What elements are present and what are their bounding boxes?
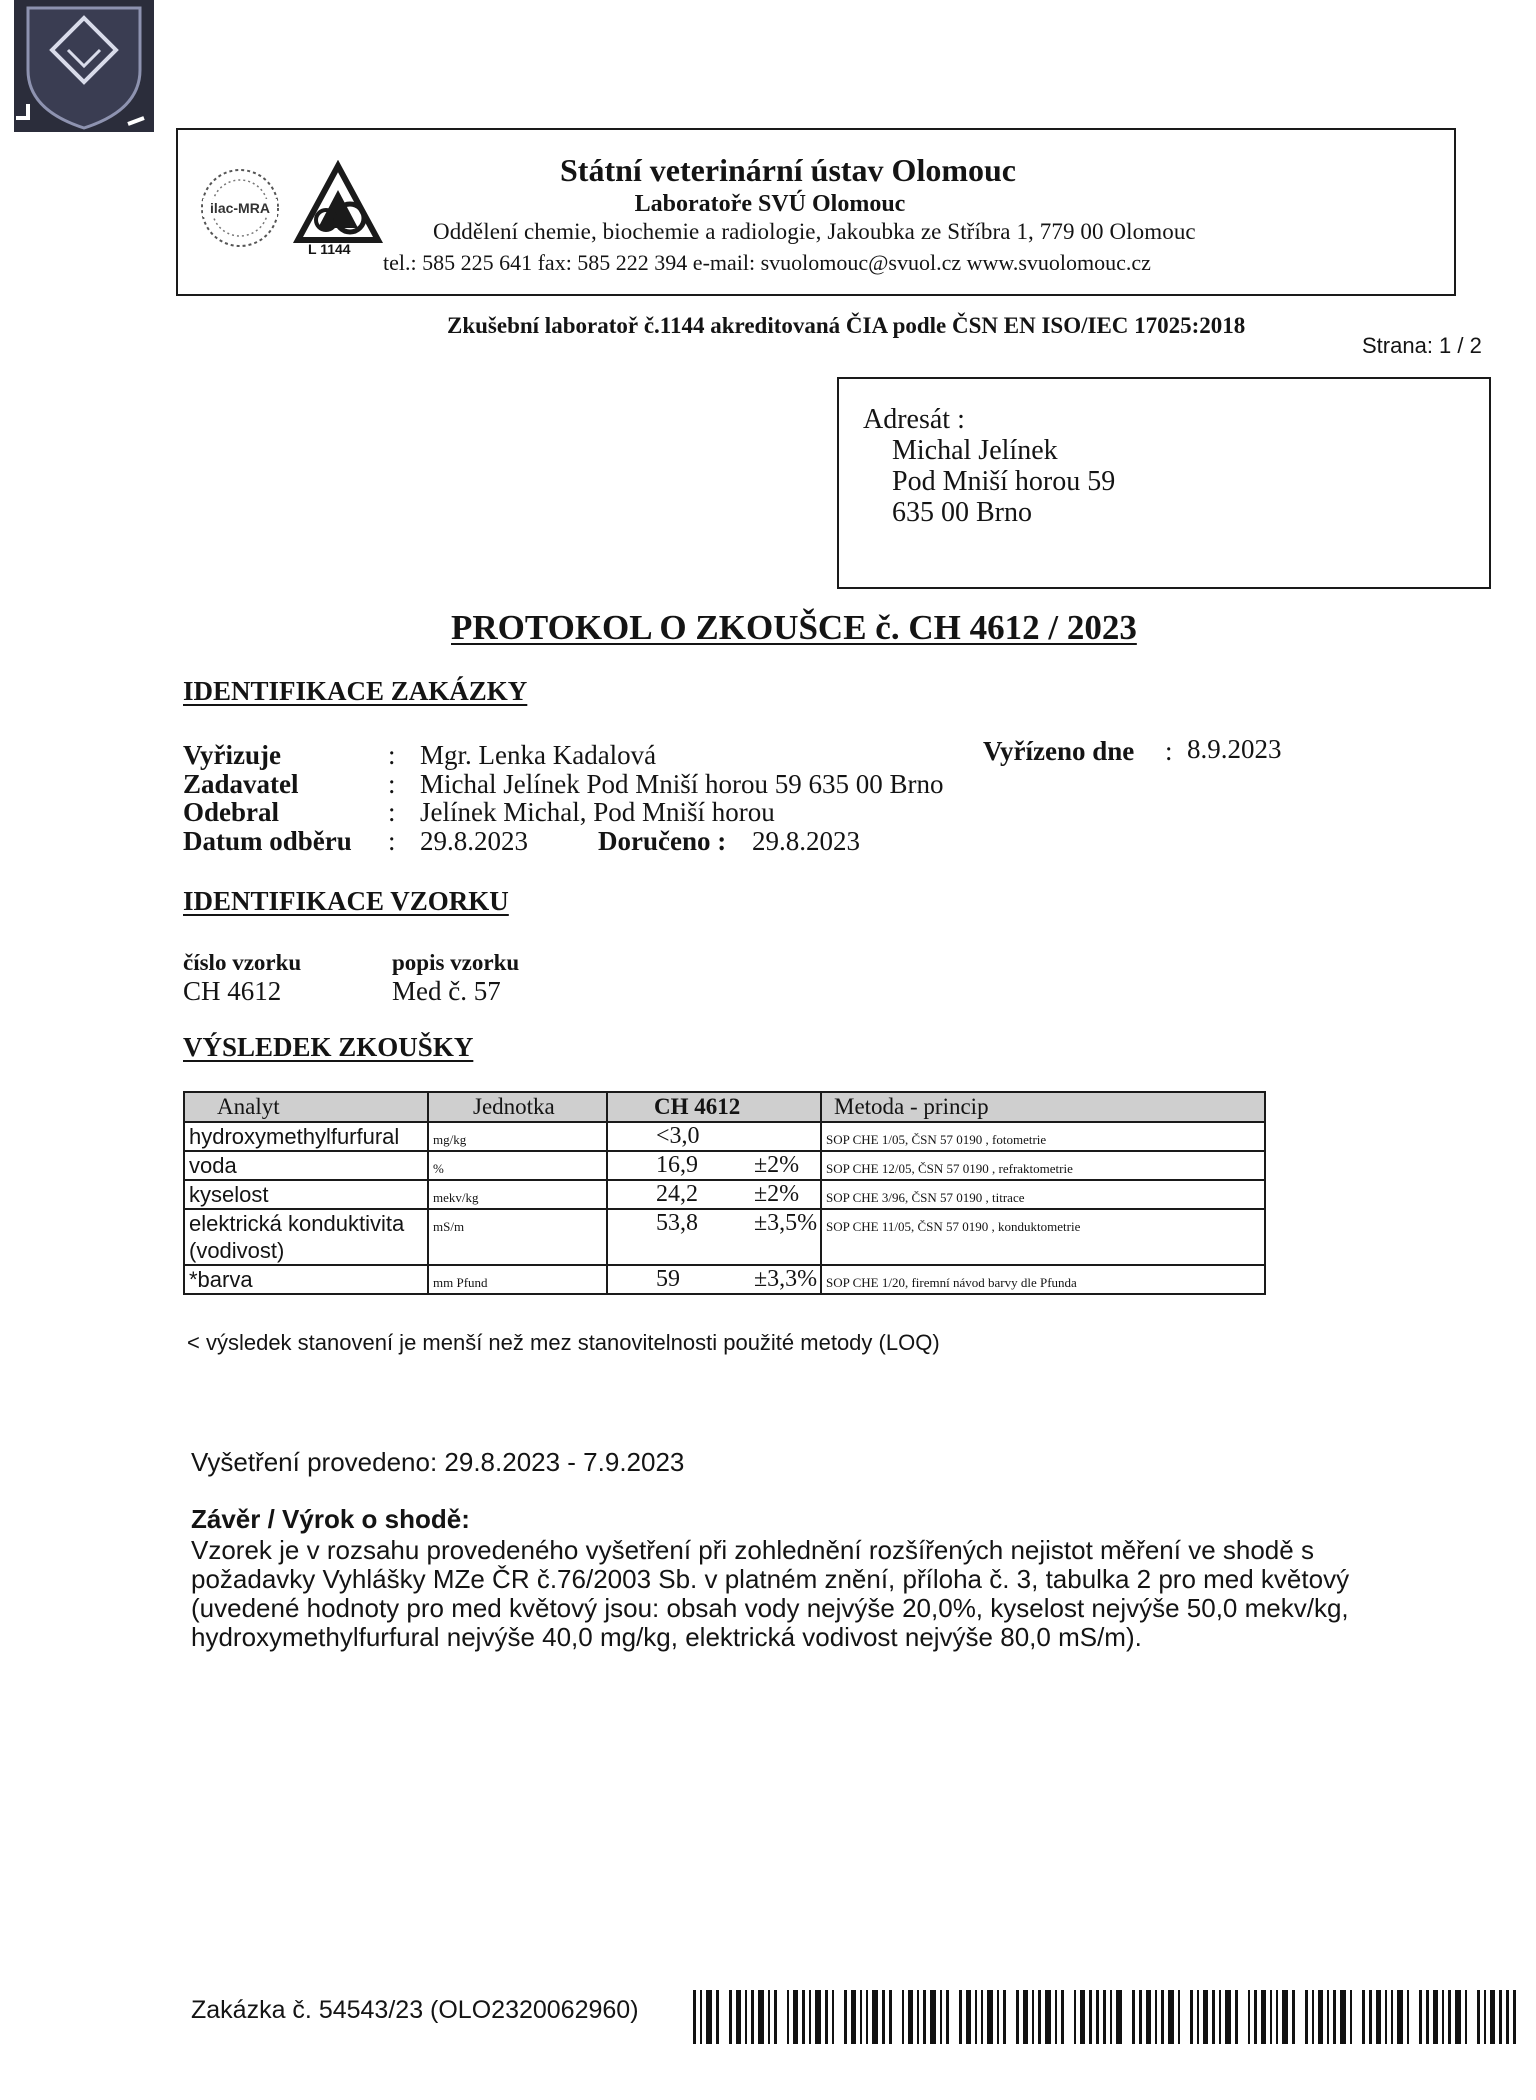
order-identification-title: IDENTIFIKACE ZAKÁZKY [183,676,528,706]
table-row [184,1265,1265,1294]
unit-cell: % [428,1151,607,1180]
addressee-city: 635 00 Brno [892,497,1032,528]
completed-value: 8.9.2023 [1187,734,1282,764]
value-cell [607,1122,821,1151]
order-number: Zakázka č. 54543/23 (OLO2320062960) [191,1996,639,2024]
barcode-icon [693,1990,1516,2044]
table-row [184,1151,1265,1180]
addressee-label: Adresát : [863,404,965,435]
value-cell [607,1151,821,1180]
results-table [183,1091,1266,1295]
value-cell [607,1209,821,1265]
value: 24,2 [656,1181,698,1207]
sample-description: Med č. 57 [392,976,501,1006]
sampled-by-label: Odebral [183,797,280,827]
addressee-name: Michal Jelínek [892,435,1058,466]
client-label: Zadavatel [183,769,299,799]
method-cell: SOP CHE 1/20, firemní návod barvy dle Pfunda [821,1265,1265,1294]
unit-cell: mm Pfund [428,1265,607,1294]
table-row [184,1180,1265,1209]
table-row [184,1122,1265,1151]
examination-dates: Vyšetření provedeno: 29.8.2023 - 7.9.2023 [191,1447,685,1477]
uncertainty: ±2% [754,1152,800,1178]
sample-number: CH 4612 [183,976,282,1006]
colon: : [388,740,396,770]
unit-cell: mekv/kg [428,1180,607,1209]
value: 16,9 [656,1152,698,1178]
sampling-date-value: 29.8.2023 [420,826,528,856]
method-cell: SOP CHE 12/05, ČSN 57 0190 , refraktometrie [821,1151,1265,1180]
accreditation-code: L 1144 [308,241,351,257]
method-cell: SOP CHE 1/05, ČSN 57 0190 , fotometrie [821,1122,1265,1151]
analyte-cell: kyselost [184,1180,428,1209]
colon: : [388,826,396,856]
protocol-title: PROTOKOL O ZKOUŠCE č. CH 4612 / 2023 [451,608,1137,647]
header-unit-text: Jednotka [473,1094,555,1119]
header-sample [607,1092,821,1122]
unit-cell: mg/kg [428,1122,607,1151]
method-cell: SOP CHE 3/96, ČSN 57 0190 , titrace [821,1180,1265,1209]
conclusion-title: Závěr / Výrok o shodě: [191,1504,470,1534]
colon: : [388,769,396,799]
delivered-label: Doručeno : [598,826,727,856]
results-title: VÝSLEDEK ZKOUŠKY [183,1032,474,1062]
sampled-by-value: Jelínek Michal, Pod Mniší horou [420,797,775,827]
department-address: Oddělení chemie, biochemie a radiologie, Jakoubka ze Stříbra 1, 779 00 Olomouc [433,219,1196,244]
value-cell [607,1180,821,1209]
loq-note: < výsledek stanovení je menší než mez stanovitelnosti použité metody (LOQ) [187,1330,940,1355]
conclusion-text: Vzorek je v rozsahu provedeného vyšetření při zohlednění rozšířených nejistot měření ve shodě s požadavky Vyhlášky MZe ČR č.76/2003 Sb. v platném znění, příloha č. 3, tabulka 2 pro med květový (uvedené hodnoty pro med květový jsou: obsah vody nejvýše 20,0%, kyselost nejvýše 50,0 mekv/kg, hydroxymethylfurfural nejvýše 40,0 mg/kg, elektrická vodivost nejvýše 80,0 mS/m). [191,1535,1350,1652]
delivered-value: 29.8.2023 [752,826,860,856]
handled-by-label: Vyřizuje [183,740,281,770]
value: <3,0 [656,1123,700,1149]
uncertainty: ±3,5% [754,1210,818,1236]
analyte-line-2: (vodivost) [189,1238,285,1263]
sampling-date-label: Datum odběru [183,826,352,856]
header-method-text: Metoda - princip [834,1094,989,1119]
colon: : [388,797,396,827]
uncertainty: ±2% [754,1181,800,1207]
analyte-cell: *barva [184,1265,428,1294]
value-cell [607,1265,821,1294]
laboratory-name: Laboratoře SVÚ Olomouc [634,191,906,217]
sample-number-header: číslo vzorku [183,950,302,975]
emblem-icon [8,0,156,140]
value: 59 [656,1266,680,1292]
analyte-cell: voda [184,1151,428,1180]
client-value: Michal Jelínek Pod Mniší horou 59 635 00 Brno [420,769,944,799]
sample-identification-title: IDENTIFIKACE VZORKU [183,886,509,916]
analyte-line-1: elektrická konduktivita [189,1211,405,1236]
addressee-street: Pod Mniší horou 59 [892,466,1116,497]
completed-label: Vyřízeno dne [983,736,1135,766]
value: 53,8 [656,1210,698,1236]
sample-description-header: popis vzorku [392,950,520,975]
unit-cell: mS/m [428,1209,607,1265]
table-row [184,1209,1265,1265]
colon: : [1165,736,1173,766]
accreditation-line: Zkušební laboratoř č.1144 akreditovaná ČIA podle ČSN EN ISO/IEC 17025:2018 [447,313,1246,338]
header-analyte [184,1092,428,1122]
handled-by-value: Mgr. Lenka Kadalová [420,740,657,770]
header-sample-text: CH 4612 [654,1094,741,1119]
header-unit [428,1092,607,1122]
uncertainty: ±3,3% [754,1266,818,1292]
method-cell: SOP CHE 11/05, ČSN 57 0190 , konduktometrie [821,1209,1265,1265]
analyte-cell: hydroxymethylfurfural [184,1122,428,1151]
contact-line: tel.: 585 225 641 fax: 585 222 394 e-mail: svuolomouc@svuol.cz www.svuolomouc.cz [383,250,1151,275]
header-analyte-text: Analyt [217,1094,280,1119]
table-header-row [184,1092,1265,1122]
page-number: Strana: 1 / 2 [1362,333,1482,358]
analyte-cell [184,1209,428,1265]
ilac-logo-text: ilac-MRA [210,200,270,216]
institute-name: Státní veterinární ústav Olomouc [560,152,1016,188]
header-method [821,1092,1265,1122]
